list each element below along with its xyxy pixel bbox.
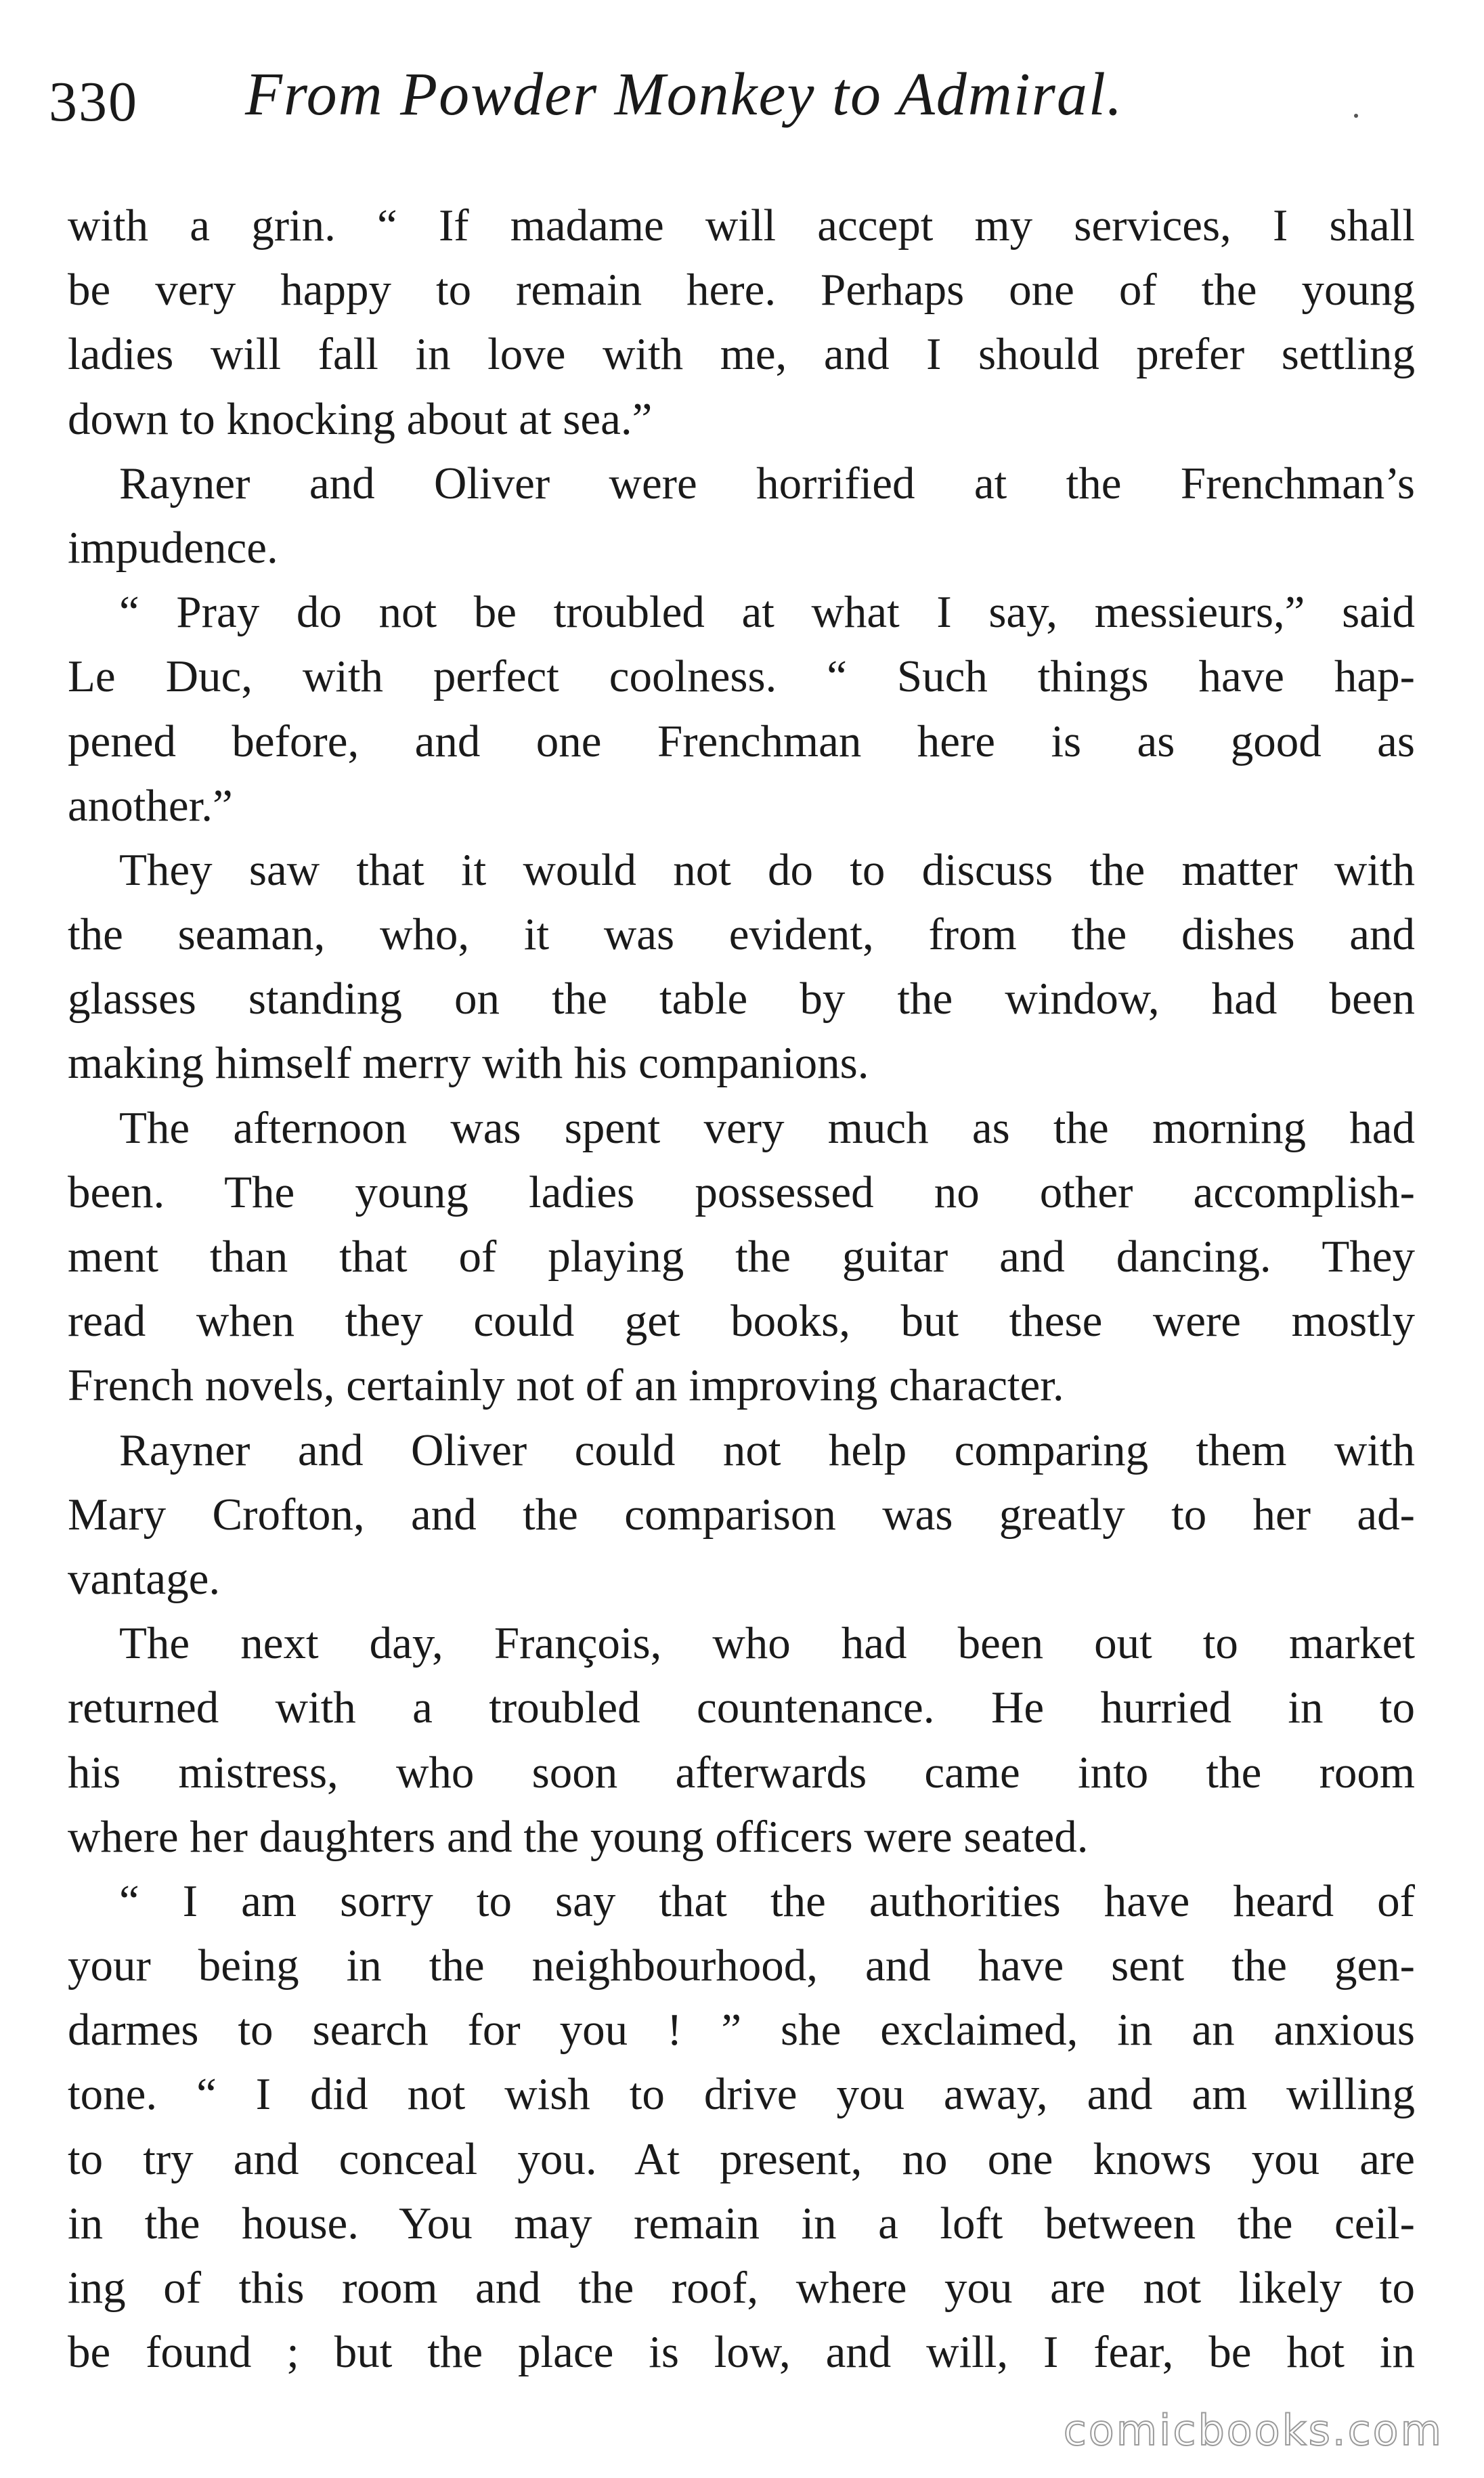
page-number: 330 [49, 70, 138, 133]
text-line: ladies will fall in love with me, and I should prefer settling [68, 329, 1415, 380]
print-speck [1354, 114, 1358, 118]
text-line: be very happy to remain here. Perhaps one of the young [68, 265, 1415, 316]
text-line: impudence. [68, 522, 278, 573]
text-line: Le Duc, with perfect coolness. “ Such things have hap- [68, 651, 1415, 702]
paragraph [68, 1418, 1415, 1612]
text-line: returned with a troubled countenance. He hurried in to [68, 1682, 1415, 1733]
text-line: making himself merry with his companions. [68, 1038, 869, 1089]
text-line: to try and conceal you. At present, no one knows you are [68, 2133, 1415, 2184]
text-line: down to knocking about at sea.” [68, 393, 653, 444]
text-line: Rayner and Oliver were horrified at the Frenchman’s [119, 458, 1415, 508]
text-line: been. The young ladies possessed no other accomplish- [68, 1167, 1415, 1217]
text-line: read when they could get books, but these were mostly [68, 1296, 1415, 1347]
text-line: another.” [68, 780, 233, 831]
text-line: ment than that of playing the guitar and dancing. They [68, 1232, 1415, 1282]
text-line: Rayner and Oliver could not help comparing them with [119, 1425, 1415, 1475]
text-line: with a grin. “ If madame will accept my services, I shall [68, 200, 1415, 251]
paragraph [68, 1869, 1415, 2385]
paragraph [68, 580, 1415, 838]
text-line: They saw that it would not do to discuss the matter with [119, 844, 1415, 895]
body-text [68, 194, 1415, 2385]
text-line: where her daughters and the young officers were seated. [68, 1811, 1089, 1862]
text-line: in the house. You may remain in a loft between the ceil- [68, 2198, 1415, 2248]
text-line: glasses standing on the table by the window, had been [68, 974, 1415, 1024]
running-head [49, 60, 1430, 141]
text-line: pened before, and one Frenchman here is as good as [68, 716, 1415, 766]
text-line: darmes to search for you ! ” she exclaimed, in an anxious [68, 2005, 1415, 2056]
text-line: “ I am sorry to say that the authorities have heard of [119, 1875, 1415, 1926]
text-line: ing of this room and the roof, where you are not likely to [68, 2263, 1415, 2313]
paragraph [68, 194, 1415, 452]
text-line: The afternoon was spent very much as the morning had [119, 1102, 1415, 1153]
site-watermark: comicbooks.com [1063, 2406, 1443, 2455]
text-line: tone. “ I did not wish to drive you away, and am willing [68, 2069, 1415, 2120]
text-line: his mistress, who soon afterwards came into the room [68, 1747, 1415, 1798]
text-line: Mary Crofton, and the comparison was greatly to her ad- [68, 1489, 1415, 1540]
paragraph [68, 1611, 1415, 1869]
text-line: your being in the neighbourhood, and have sent the gen- [68, 1940, 1415, 1991]
text-line: French novels, certainly not of an improving character. [68, 1360, 1064, 1411]
paragraph [68, 1096, 1415, 1418]
text-line: The next day, François, who had been out to market [119, 1618, 1415, 1669]
text-line: “ Pray do not be troubled at what I say, messieurs,” said [119, 587, 1415, 638]
text-line: vantage. [68, 1553, 221, 1604]
book-title: From Powder Monkey to Admiral. [245, 61, 1124, 128]
text-line: be found ; but the place is low, and will, I fear, be hot in [68, 2327, 1415, 2378]
paragraph [68, 452, 1415, 580]
text-line: the seaman, who, it was evident, from the dishes and [68, 909, 1415, 960]
paragraph [68, 838, 1415, 1096]
